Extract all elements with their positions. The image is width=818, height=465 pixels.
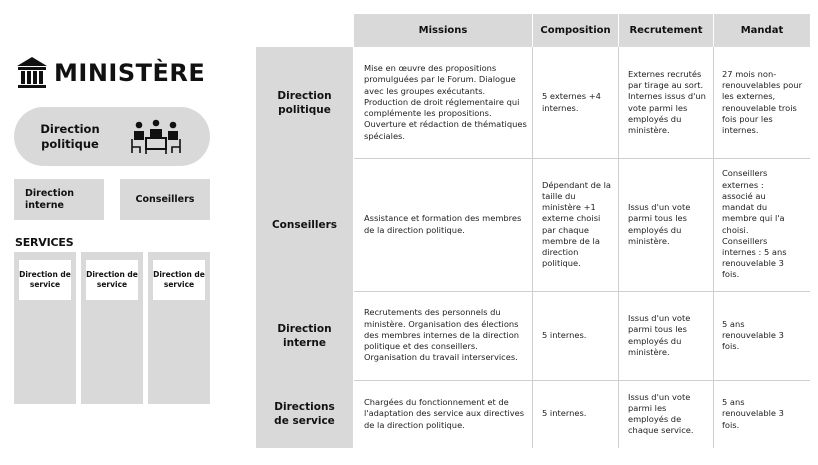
direction-interne-label: Direction interne: [25, 188, 74, 211]
row-label-directions-de-service: Directions de service: [256, 380, 353, 448]
cell-missions: Chargées du fonctionnement et de l'adaptation des service aux directives de la direction politique.: [364, 397, 525, 430]
conseillers-label: Conseillers: [135, 194, 195, 205]
direction-interne-node: [14, 179, 104, 220]
cell-composition: 5 internes.: [542, 408, 587, 419]
cell-missions: Assistance et formation des membres de la direction politique.: [364, 213, 522, 235]
bank-building-icon: [16, 55, 48, 91]
cell-recrutement: Issus d'un vote parmi tous les employés du ministère.: [628, 202, 691, 246]
cell-composition: Dépendant de la taille du ministère +1 externe choisi par chaque membre de la direction politique.: [542, 179, 612, 269]
cell-recrutement: Externes recrutés par tirage au sort. Internes issus d'un vote parmi les employés du ministère.: [628, 68, 706, 135]
column-divider: [713, 47, 714, 448]
cell-missions: Mise en œuvre des propositions promulguées par le Forum. Dialogue avec les groupes exécutants. Production de droit réglementaire qui complémente les propositions. Ouverture et rédaction de thématiques spéciales.: [364, 63, 527, 141]
row-label-direction-interne: Direction interne: [256, 291, 353, 380]
direction-politique-node: [14, 107, 210, 166]
conseillers-node: [120, 179, 210, 220]
direction-de-service-box: Direction de service: [86, 260, 138, 300]
cell-mandat: 27 mois non-renouvelables pour les externes, renouvelable trois fois pour les internes.: [722, 68, 802, 135]
cell-composition: 5 internes.: [542, 329, 587, 340]
direction-de-service-box: Direction de service: [153, 260, 205, 300]
direction-politique-label: Direction politique: [40, 121, 100, 151]
cell-mandat: 5 ans renouvelable 3 fois.: [722, 397, 784, 430]
cell-mandat: Conseillers externes : associé au mandat du membre qui l'a choisi. Conseillers internes : 5 ans renouvelable 3 fois.: [722, 168, 787, 280]
meeting-people-icon: [130, 119, 182, 155]
cell-recrutement: Issus d'un vote parmi tous les employés du ministère.: [628, 313, 691, 357]
service-column: [81, 252, 143, 404]
ministere-header: [16, 55, 205, 91]
ministere-title: MINISTÈRE: [54, 59, 206, 87]
cell-recrutement: Issus d'un vote parmi les employés de chaque service.: [628, 391, 694, 436]
column-divider: [618, 47, 619, 448]
column-divider: [532, 47, 533, 448]
column-header-mandat: Mandat: [714, 14, 810, 47]
cell-mandat: 5 ans renouvelable 3 fois.: [722, 318, 784, 352]
service-column: [148, 252, 210, 404]
column-header-composition: Composition: [533, 14, 618, 47]
cell-composition: 5 externes +4 internes.: [542, 91, 601, 113]
direction-de-service-box: Direction de service: [19, 260, 71, 300]
services-title: SERVICES: [15, 236, 74, 249]
service-column: [14, 252, 76, 404]
row-label-direction-politique: Direction politique: [256, 47, 353, 158]
cell-missions: Recrutements des personnels du ministère. Organisation des élections des membres internes de la direction politique et des conseillers. Organisation du travail interservices.: [364, 307, 520, 363]
column-header-missions: Missions: [354, 14, 532, 47]
row-label-conseillers: Conseillers: [256, 158, 353, 291]
column-header-recrutement: Recrutement: [619, 14, 713, 47]
